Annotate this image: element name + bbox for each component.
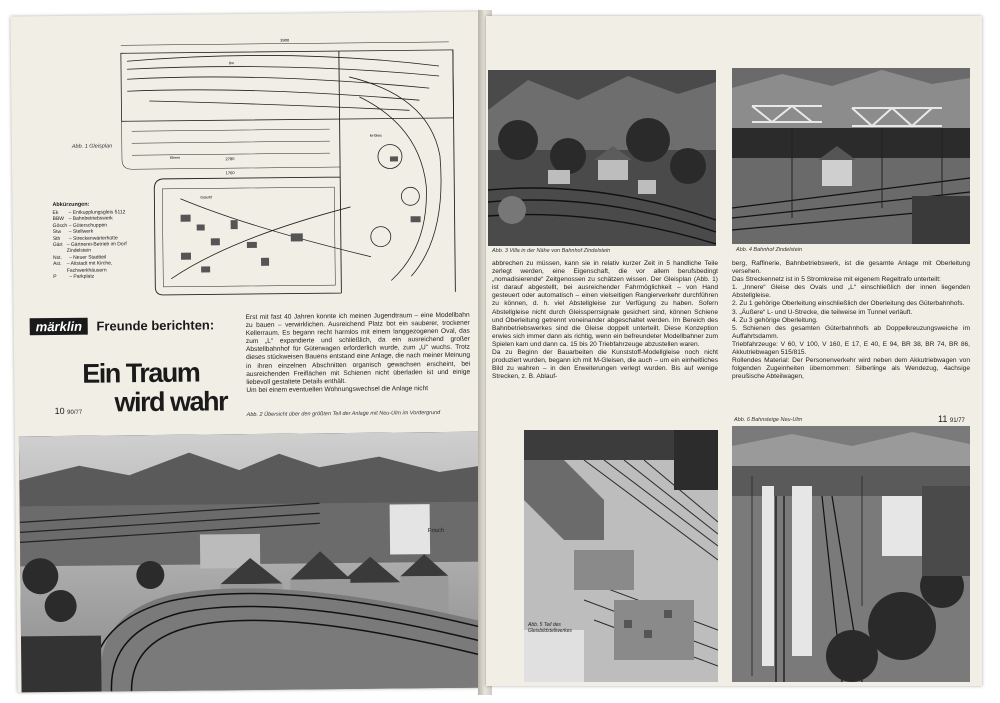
col2-paragraph-d: Rollendes Material: Der Personenverkehr wird neben dem Akkutriebwagen von folgenden Zugeinheiten übernommen: Silberlinge als Wendezug, 4achsige preußische Abteilwagen, [732, 357, 970, 381]
col2-paragraph-b: Das Streckennetz ist in 5 Stromkreise mit eigenem Regeltrafo unterteilt: [732, 276, 941, 284]
dim-mid2: 1760 [225, 170, 235, 176]
folio-right [938, 414, 965, 424]
legend-item: Nst. – Neuer Stadtteil [52, 254, 107, 261]
header-brand-row [30, 316, 215, 336]
col1-paragraph: abbrechen zu müssen, kann sie in relativ kurzer Zeit in 5 handliche Teile zerlegt werden, eine Eigenschaft, die vor allem berufsbedingt „nomadisierende“ Zeitgenossen zu schätzen wissen. Der Gleisplan (Abb. 1) ist darauf abgestellt, bei ausreichender Fahrmöglichkeit – von Hand gesteuert oder automatisch – einen vielseitigen Rangierverkehr durchführen zu können, d. h. viel Abstellgleise zur Verfügung zu haben. Sofern Abstellgleise nicht durch Gleissperrsignale gesichert sind, können Schiene und Oberleitung getrennt voneinander abgeschaltet werden. Im Bereich des Bahnbetriebswerkes sind die Gleise doppelt unterteilt. Diese Konzeption erwies sich immer dann als richtig, wenn ein befreundeter Modellbahner zum Spielen kam und dann ca. 15 bis 20 Triebfahrzeuge abzustellen waren. [492, 260, 718, 348]
plan-caption: Abb. 1 Gleisplan [71, 143, 113, 150]
legend-item: Stw – Stellwerk [52, 228, 94, 236]
page-number: 10 [54, 405, 65, 417]
legend-item: Gösch – Güterschuppen [52, 222, 108, 229]
right-page [486, 16, 982, 686]
circuit-item: 5. Schienen des gesamten Güterbahnhofs ab Doppelkreuzungsweiche im Auffahrtsdamm. [732, 324, 970, 340]
legend-title: Abkürzungen: [52, 201, 90, 209]
track-plan-drawing [109, 36, 464, 304]
track-plan [109, 36, 464, 304]
dim-top: 3900 [280, 37, 290, 43]
body-paragraph: Erst mit fast 40 Jahren konnte ich meinen Jugendtraum – eine Modellbahn zu bauen – verwirklichen. Ausreichend Platz bot ein sauberer, trockener Kellerraum. Es begann recht harmlos mit einem langgezogenen Oval, das zum „L“ expandierte und schließlich, da ein ausreichend großer Abstellbahnhof für Güterwagen erforderlich wurde, zum „U“ wuchs. Trotz dieses stückweisen Bauens entstand eine Anlage, die nach meiner Meinung in ihren einzelnen Abschnitten organisch gewachsen erscheint, bei ausreichenden Freiflächen mit Schienen nicht überladen ist und einige liebevoll gestaltete Details enthält. [245, 311, 471, 386]
plan-label-1: M-Gleis [369, 133, 382, 138]
title-line-1: Ein Traum [82, 357, 200, 389]
page-number: 11 [938, 414, 948, 424]
photo-bahnsteige-image [732, 426, 970, 682]
photo-bahnhof-zindelstein [732, 68, 970, 244]
photo-neu-ulm-image [19, 432, 484, 693]
issue-number: 91/77 [949, 418, 965, 424]
legend-item: Ast. – Altstadt mit Kirche, Fachwerkhäusern [53, 260, 113, 274]
photo-neu-ulm-overview [19, 432, 484, 693]
circuit-item: 3. „Äußere“ L- und U-Strecke, die teilweise im Tunnel verläuft. [732, 308, 913, 316]
circuit-item: 1. „Innere“ Gleise des Ovals und „L“ einschließlich der innen liegenden Abstellgleise. [732, 284, 970, 300]
photo6-caption: Abb. 6 Bahnsteige Neu-Ulm [734, 417, 803, 423]
left-page [10, 12, 487, 693]
photo-villa-zindelstein [488, 70, 716, 246]
dim-mid1: 2780 [225, 156, 235, 162]
circuit-item: 4. Zu 3 gehörige Oberleitung. [732, 316, 818, 324]
body-paragraph-last: Um bei einem eventuellen Wohnungswechsel die Anlage nicht [246, 384, 429, 394]
circuit-item: 2. Zu 1 gehörige Oberleitung einschließlich der Oberleitung des Güterbahnhofs. [732, 300, 965, 308]
legend-item: Gärt – Gärtnerei-Betrieb im Dorf Zindelstein [52, 241, 127, 255]
photo3-caption: Abb. 3 Villa in der Nähe von Bahnhof Zindelstein [492, 248, 611, 254]
folio-left [55, 406, 83, 416]
photo-bahnsteige-neu-ulm [732, 426, 970, 682]
plan-label-0: Ebene [169, 155, 181, 160]
body-column-1 [492, 260, 718, 381]
photo4-caption: Abb. 4 Bahnhof Zindelstein [736, 247, 803, 253]
legend-item: P – Parkplatz [53, 273, 95, 281]
plan-label-2: Bw [228, 61, 234, 66]
plan-label-3: Güterbf [200, 195, 213, 200]
legend-item: Sth – Streckenwärterhütte [52, 234, 118, 242]
legend-item: Ek – Entkupplungsgleis 5112 [52, 209, 126, 217]
col2-paragraph-c: Triebfahrzeuge: V 60, V 100, V 160, E 17, E 40, E 94, BR 38, BR 74, BR 86, Akkutriebwagen 515/815. [732, 340, 970, 357]
photo-gleisbildstellwerk [524, 430, 718, 682]
intro-body [246, 312, 471, 395]
photo2-caption: Abb. 2 Übersicht über den größten Teil der Anlage mit Neu-Ulm im Vordergrund [246, 410, 441, 419]
body-column-2 [732, 260, 970, 381]
issue-number: 90/77 [67, 409, 83, 416]
photo-bahnhof-image [732, 68, 970, 244]
abbreviation-legend [52, 201, 141, 280]
kicker: Freunde berichten: [96, 317, 215, 334]
photo-villa-image [488, 70, 716, 246]
photo2-sign: Frisch [427, 527, 445, 535]
marklin-logo: märklin [30, 318, 88, 336]
photo-stellwerk-image [524, 430, 718, 682]
col2-paragraph-a: berg, Raffinerie, Bahnbetriebswerk, ist die gesamte Anlage mit Oberleitung versehen. [732, 260, 970, 276]
title-line-2: wird wahr [114, 386, 228, 418]
legend-item: BBW – Bahnbetriebswerk [52, 215, 113, 223]
photo5-caption: Abb. 5 Teil des Gleisbildstellwerkes [528, 622, 572, 634]
col1-paragraph-b: Da zu Beginn der Bauarbeiten die Kunststoff-Modellgleise noch nicht produziert wurden, begann ich mit M-Gleisen, die auch – um ein einheitliches Bild zu wahren – in den Erweiterungen verlegt wurden. Bis auf wenige Strecken, z. B. Ablauf- [492, 349, 718, 381]
